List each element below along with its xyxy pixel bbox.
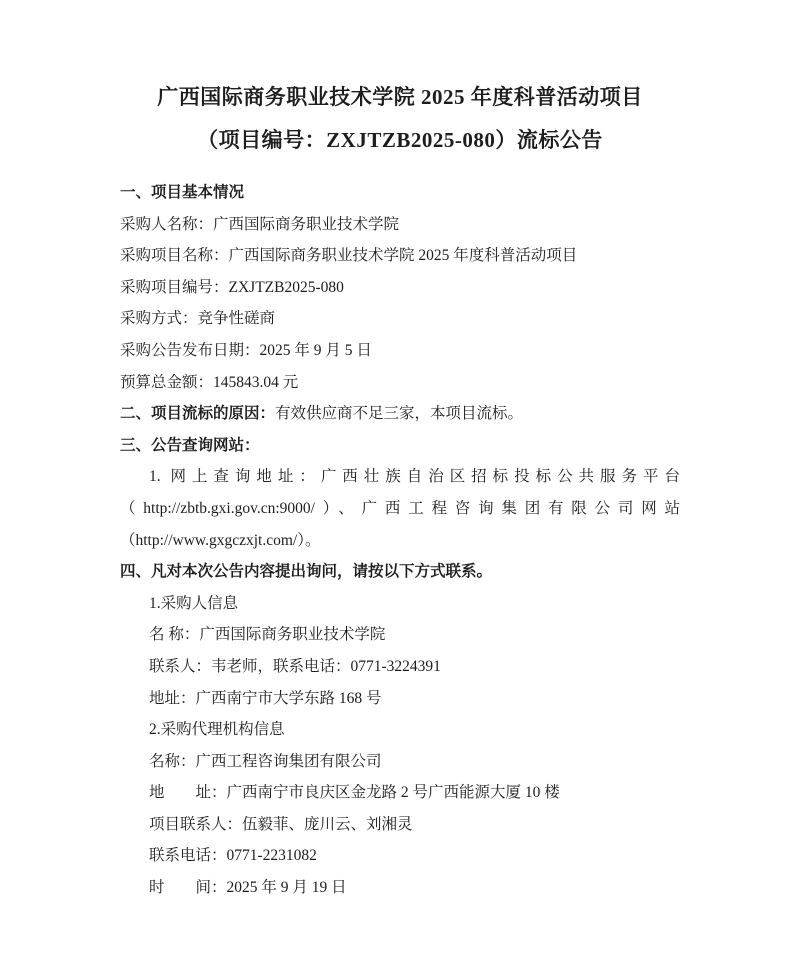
- purchaser-contact-field: 联系人：韦老师，联系电话：0771-3224391: [149, 657, 441, 675]
- title-line-1: 广西国际商务职业技术学院 2025 年度科普活动项目: [157, 85, 643, 109]
- query-sites-line-1: 1. 网上查询地址：广西壮族自治区招标投标公共服务平台: [149, 468, 680, 486]
- agency-contacts-field: 项目联系人：伍毅菲、庞川云、刘湘灵: [149, 815, 413, 833]
- field-purchaser-name: 采购人名称：广西国际商务职业技术学院: [120, 215, 400, 233]
- section1-heading: 一、项目基本情况: [120, 184, 245, 201]
- title-line-2: （项目编号：ZXJTZB2025-080）流标公告: [197, 128, 603, 152]
- purchaser-name-field: 名 称：广西国际商务职业技术学院: [149, 626, 386, 644]
- agency-phone-field: 联系电话：0771-2231082: [149, 847, 317, 865]
- section4-heading: 四、凡对本次公告内容提出询问，请按以下方式联系。: [120, 563, 493, 581]
- query-sites-line-2: （http://zbtb.gxi.gov.cn:9000/）、广西工程咨询集团有限公司网站: [120, 499, 680, 517]
- section2-body: 有效供应商不足三家，本项目流标。: [275, 405, 524, 423]
- document-title: [120, 76, 680, 162]
- section3-heading: 三、公告查询网站：: [120, 436, 260, 454]
- section2-line: [120, 398, 680, 430]
- field-announcement-date: 采购公告发布日期：2025 年 9 月 5 日: [120, 341, 372, 359]
- field-project-name: 采购项目名称：广西国际商务职业技术学院 2025 年度科普活动项目: [120, 247, 578, 265]
- purchaser-info-label: 1.采购人信息: [149, 594, 239, 612]
- announcement-time-field: 时 间：2025 年 9 月 19 日: [149, 879, 347, 897]
- field-budget-amount: 预算总金额：145843.04 元: [120, 373, 299, 391]
- document-body: [120, 177, 680, 904]
- agency-info-label: 2.采购代理机构信息: [149, 721, 285, 739]
- purchaser-address-field: 地址：广西南宁市大学东路 168 号: [149, 689, 382, 707]
- agency-address-field: 地 址：广西南宁市良庆区金龙路 2 号广西能源大厦 10 楼: [149, 784, 560, 802]
- field-procurement-method: 采购方式：竞争性磋商: [120, 310, 276, 328]
- query-sites-line-3: （http://www.gxgczxjt.com/）。: [120, 531, 321, 549]
- field-project-number: 采购项目编号：ZXJTZB2025-080: [120, 278, 344, 296]
- agency-name-field: 名称：广西工程咨询集团有限公司: [149, 752, 382, 770]
- section2-heading: 二、项目流标的原因：: [120, 405, 276, 423]
